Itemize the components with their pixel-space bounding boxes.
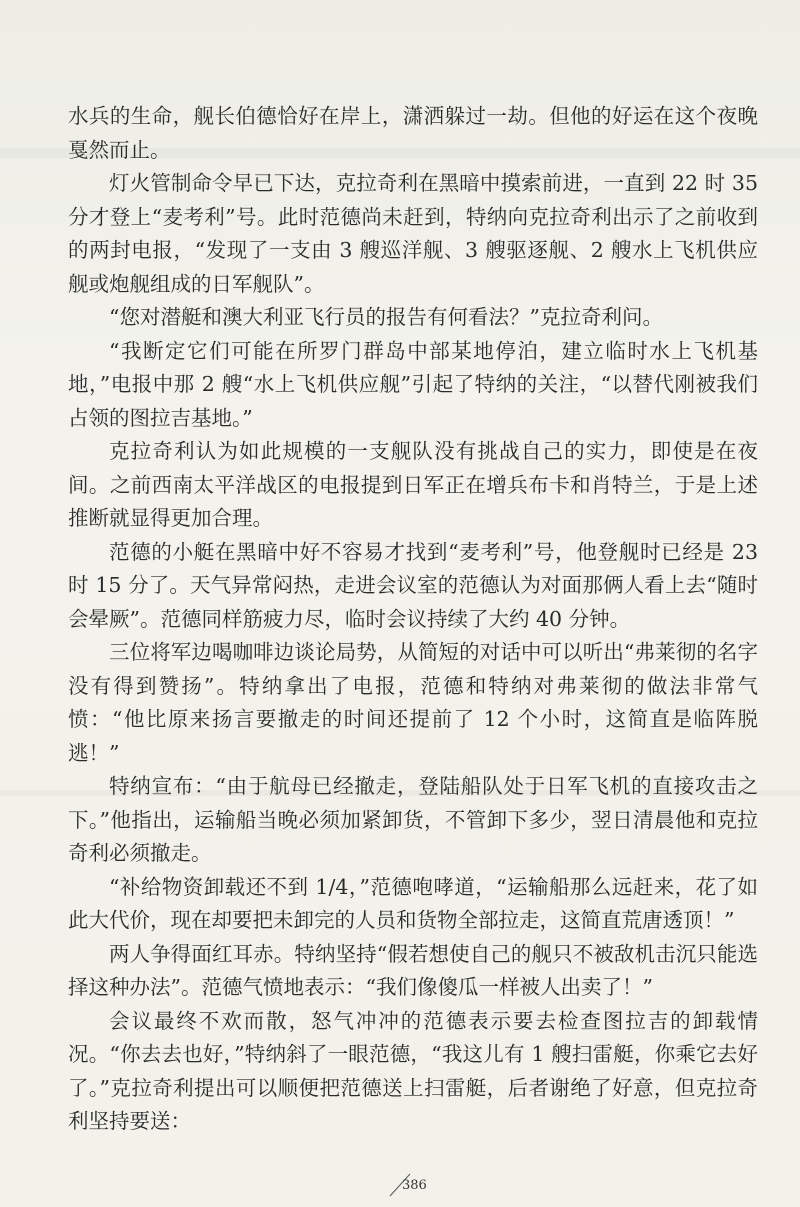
paragraph: 水兵的生命，舰长伯德恰好在岸上，潇洒躲过一劫。但他的好运在这个夜晚戛然而止。	[68, 104, 758, 162]
paragraph: “补给物资卸载还不到 1/4，”范德咆哮道，“运输船那么远赶来，花了如此大代价，现在却要把未卸完的人员和货物全部拉走，这简直荒唐透顶！”	[68, 874, 758, 932]
page-footer	[386, 1170, 446, 1198]
paragraph: 三位将军边喝咖啡边谈论局势，从简短的对话中可以听出“弗莱彻的名字没有得到赞扬”。特纳拿出了电报，范德和特纳对弗莱彻的做法非常气愤：“他比原来扬言要撤走的时间还提前了 12 个小时，这简直是临阵脱逃！”	[68, 640, 758, 765]
paragraph: 两人争得面红耳赤。特纳坚持“假若想使自己的舰只不被敌机击沉只能选择这种办法”。范德气愤地表示：“我们像傻瓜一样被人出卖了！”	[68, 941, 758, 999]
paragraph: 克拉奇利认为如此规模的一支舰队没有挑战自己的实力，即使是在夜间。之前西南太平洋战区的电报提到日军正在增兵布卡和肖特兰，于是上述推断就显得更加合理。	[68, 439, 758, 530]
body-text	[68, 100, 758, 1139]
paragraph: 特纳宣布：“由于航母已经撤走，登陆船队处于日军飞机的直接攻击之下。”他指出，运输船当晚必须加紧卸货，不管卸下多少，翌日清晨他和克拉奇利必须撤走。	[68, 774, 758, 865]
paragraph: “您对潜艇和澳大利亚飞行员的报告有何看法？”克拉奇利问。	[109, 305, 663, 329]
page-number: 386	[402, 1178, 427, 1193]
paragraph: 灯火管制命令早已下达，克拉奇利在黑暗中摸索前进，一直到 22 时 35 分才登上“麦考利”号。此时范德尚未赶到，特纳向克拉奇利出示了之前收到的两封电报，“发现了一支由 3 艘巡洋舰、3 艘驱逐舰、2 艘水上飞机供应舰或炮舰组成的日军舰队”。	[68, 171, 758, 296]
paragraph: “我断定它们可能在所罗门群岛中部某地停泊，建立临时水上飞机基地，”电报中那 2 艘“水上飞机供应舰”引起了特纳的关注，“以替代刚被我们占领的图拉吉基地。”	[68, 338, 758, 430]
paragraph: 会议最终不欢而散，怒气冲冲的范德表示要去检查图拉吉的卸载情况。“你去去也好，”特纳斜了一眼范德，“我这儿有 1 艘扫雷艇，你乘它去好了。”克拉奇利提出可以顺便把范德送上扫雷艇，后者谢绝了好意，但克拉奇利坚持要送：	[68, 1008, 758, 1133]
paragraph: 范德的小艇在黑暗中好不容易才找到“麦考利”号，他登舰时已经是 23 时 15 分了。天气异常闷热，走进会议室的范德认为对面那俩人看上去“随时会晕厥”。范德同样筋疲力尽，临时会议持续了大约 40 分钟。	[68, 539, 758, 631]
